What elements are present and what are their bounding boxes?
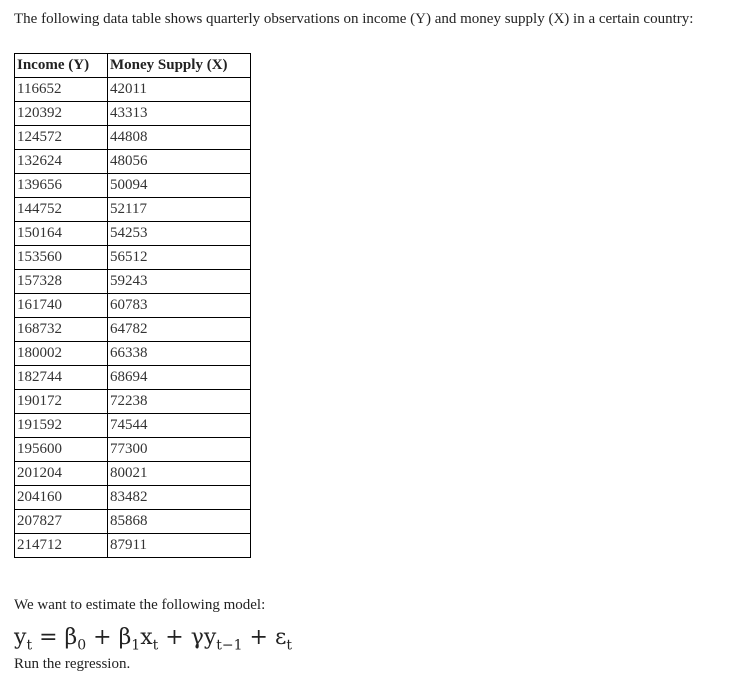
money-supply-cell: 59243 (108, 270, 251, 294)
header-money-supply: Money Supply (X) (108, 54, 251, 78)
header-income: Income (Y) (15, 54, 108, 78)
eq-plus-1: + (86, 625, 119, 650)
table-body (15, 78, 251, 558)
money-supply-cell: 56512 (108, 246, 251, 270)
table-row (15, 486, 251, 510)
eq-lhs-sub: t (26, 637, 33, 654)
intro-paragraph: The following data table shows quarterly observations on income (Y) and money supply (X) in a certain country: (14, 11, 694, 27)
money-supply-cell: 44808 (108, 126, 251, 150)
table-row (15, 390, 251, 414)
money-supply-cell: 50094 (108, 174, 251, 198)
eq-plus-2: + (158, 625, 191, 650)
income-cell: 116652 (15, 78, 108, 102)
money-supply-cell: 42011 (108, 78, 251, 102)
table-row (15, 414, 251, 438)
eq-x-sub: t (152, 637, 159, 654)
income-cell: 195600 (15, 438, 108, 462)
eq-plus-3: + (242, 625, 275, 650)
eq-x: x (140, 625, 153, 650)
eq-beta0-sub: 0 (77, 637, 87, 654)
eq-gamma-y-sub: t−1 (216, 637, 243, 654)
table-row (15, 510, 251, 534)
eq-epsilon-sub: t (286, 637, 292, 654)
instruction-text: Run the regression. (14, 656, 131, 672)
money-supply-cell: 64782 (108, 318, 251, 342)
income-cell: 180002 (15, 342, 108, 366)
table-row (15, 270, 251, 294)
table-row (15, 78, 251, 102)
table-row (15, 222, 251, 246)
income-cell: 214712 (15, 534, 108, 558)
eq-epsilon: ε (274, 625, 287, 650)
table-row (15, 174, 251, 198)
income-cell: 132624 (15, 150, 108, 174)
income-cell: 191592 (15, 414, 108, 438)
money-supply-cell: 85868 (108, 510, 251, 534)
table-row (15, 342, 251, 366)
income-cell: 153560 (15, 246, 108, 270)
money-supply-cell: 80021 (108, 462, 251, 486)
income-cell: 139656 (15, 174, 108, 198)
money-supply-cell: 66338 (108, 342, 251, 366)
table-row (15, 534, 251, 558)
eq-beta1: β (118, 625, 132, 650)
money-supply-cell: 87911 (108, 534, 251, 558)
table-row (15, 462, 251, 486)
income-cell: 144752 (15, 198, 108, 222)
eq-beta0: β (64, 625, 78, 650)
money-supply-cell: 52117 (108, 198, 251, 222)
money-supply-cell: 48056 (108, 150, 251, 174)
table-row (15, 366, 251, 390)
income-cell: 157328 (15, 270, 108, 294)
income-cell: 207827 (15, 510, 108, 534)
eq-beta1-sub: 1 (131, 637, 141, 654)
money-supply-cell: 54253 (108, 222, 251, 246)
income-cell: 124572 (15, 126, 108, 150)
table-row (15, 246, 251, 270)
income-cell: 204160 (15, 486, 108, 510)
table-row (15, 294, 251, 318)
money-supply-cell: 77300 (108, 438, 251, 462)
money-supply-cell: 83482 (108, 486, 251, 510)
money-supply-cell: 43313 (108, 102, 251, 126)
income-cell: 161740 (15, 294, 108, 318)
income-cell: 150164 (15, 222, 108, 246)
table-row (15, 318, 251, 342)
eq-lhs: y (14, 625, 27, 650)
table-row (15, 126, 251, 150)
income-cell: 190172 (15, 390, 108, 414)
data-table (14, 53, 251, 558)
income-cell: 168732 (15, 318, 108, 342)
table-row (15, 102, 251, 126)
money-supply-cell: 72238 (108, 390, 251, 414)
eq-equals: = (32, 625, 65, 650)
eq-gamma-y: γy (190, 625, 217, 650)
table-row (15, 438, 251, 462)
table-header-row (15, 54, 251, 78)
table-row (15, 198, 251, 222)
income-cell: 201204 (15, 462, 108, 486)
money-supply-cell: 60783 (108, 294, 251, 318)
table-row (15, 150, 251, 174)
model-intro: We want to estimate the following model: (14, 597, 266, 613)
income-cell: 182744 (15, 366, 108, 390)
money-supply-cell: 74544 (108, 414, 251, 438)
money-supply-cell: 68694 (108, 366, 251, 390)
income-cell: 120392 (15, 102, 108, 126)
